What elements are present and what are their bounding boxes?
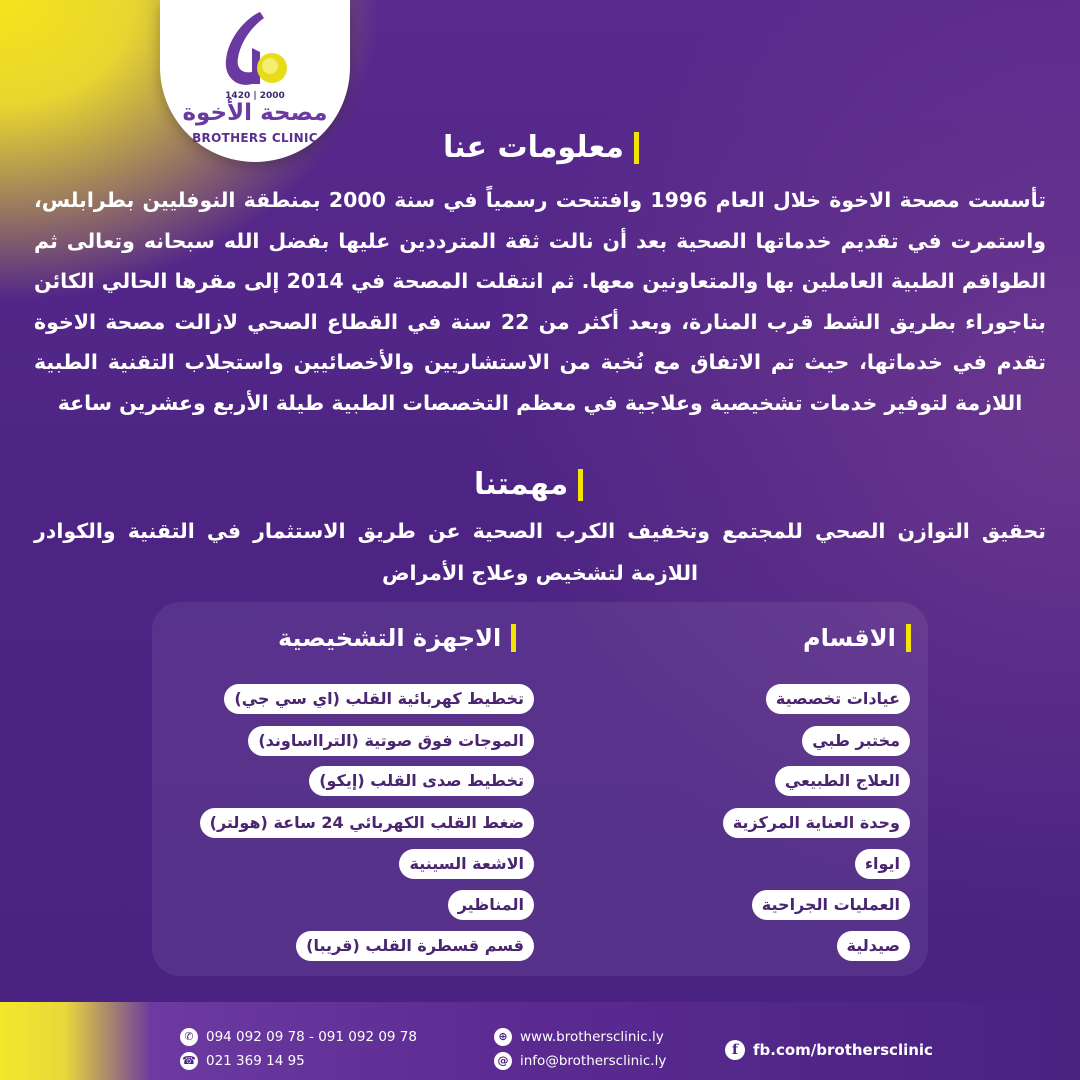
mobile-numbers: 094 092 09 78 - 091 092 09 78 <box>206 1029 417 1045</box>
device-item: تخطيط كهربائية القلب (اي سي جي) <box>224 684 534 714</box>
clinic-logo <box>160 0 350 162</box>
heading-accent-bar <box>906 624 911 652</box>
about-title: معلومات عنا <box>443 130 624 165</box>
email-link[interactable] <box>494 1052 666 1070</box>
landline-icon: ☎ <box>180 1052 198 1070</box>
logo-name-arabic: مصحة الأخوة <box>182 100 328 126</box>
department-item: العمليات الجراحية <box>752 890 910 920</box>
mission-title: مهمتنا <box>474 467 569 502</box>
facebook-url: fb.com/brothersclinic <box>753 1041 933 1059</box>
department-item: العلاج الطبيعي <box>775 766 910 796</box>
logo-years: 1420 | 2000 <box>225 91 285 101</box>
department-item: وحدة العناية المركزية <box>723 808 910 838</box>
device-item: قسم قسطرة القلب (قريبا) <box>296 931 534 961</box>
logo-mark-icon <box>216 8 296 90</box>
device-item: ضغط القلب الكهربائي 24 ساعة (هولتر) <box>200 808 534 838</box>
about-body: تأسست مصحة الاخوة خلال العام 1996 وافتتحت رسمياً في سنة 2000 بمنطقة النوفليين بطرابلس، واستمرت في تقديم خدماتها الصحية بعد أن نالت ثقة المترددين عليها بفضل الله سبحانه وتعالى ثم الطواقم الطبية العاملين بها والمتعاونين معها. ثم انتقلت المصحة في 2014 إلى مقرها الحالي الكائن بتاجوراء بطريق الشط قرب المنارة، وبعد أكثر من 22 سنة في القطاع الصحي لازالت مصحة الاخوة تقدم في خدماتها، حيث تم الاتفاق مع نُخبة من الاستشاريين والأخصائيين واستجلاب التقنية الطبية اللازمة لتوفير خدمات تشخيصية وعلاجية في معظم التخصصات الطبية طيلة الأربع وعشرين ساعة <box>34 188 1047 415</box>
department-item: ايواء <box>855 849 910 879</box>
department-item: مختبر طبي <box>802 726 910 756</box>
device-item: الموجات فوق صوتية (الترااساوند) <box>248 726 534 756</box>
logo-name-english: BROTHERS CLINIC <box>192 131 318 145</box>
landline-number: 021 369 14 95 <box>206 1053 305 1069</box>
email-address: info@brothersclinic.ly <box>520 1053 667 1069</box>
heading-accent-bar <box>578 469 583 501</box>
devices-title: الاجهزة التشخيصية <box>278 624 502 652</box>
about-heading <box>443 130 639 165</box>
globe-icon: ⊕ <box>494 1028 512 1046</box>
website-url: www.brothersclinic.ly <box>520 1029 664 1045</box>
departments-title: الاقسام <box>803 624 896 652</box>
device-item: المناظير <box>448 890 534 920</box>
email-icon: @ <box>494 1052 512 1070</box>
department-item: عيادات تخصصية <box>766 684 910 714</box>
department-item: صيدلية <box>837 931 910 961</box>
mobile-contact[interactable] <box>180 1028 417 1046</box>
devices-heading <box>278 624 516 652</box>
heading-accent-bar <box>511 624 516 652</box>
departments-heading <box>803 624 911 652</box>
device-item: تخطيط صدى القلب (إيكو) <box>309 766 534 796</box>
landline-contact[interactable] <box>180 1052 305 1070</box>
website-link[interactable] <box>494 1028 664 1046</box>
mission-heading <box>474 467 583 502</box>
facebook-link[interactable] <box>725 1040 933 1060</box>
mission-body: تحقيق التوازن الصحي للمجتمع وتخفيف الكرب الصحية عن طريق الاستثمار في التقنية والكوادر اللازمة لتشخيص وعلاج الأمراض <box>34 519 1046 585</box>
heading-accent-bar <box>634 132 639 164</box>
facebook-icon: f <box>725 1040 745 1060</box>
phone-icon: ✆ <box>180 1028 198 1046</box>
device-item: الاشعة السينية <box>399 849 534 879</box>
